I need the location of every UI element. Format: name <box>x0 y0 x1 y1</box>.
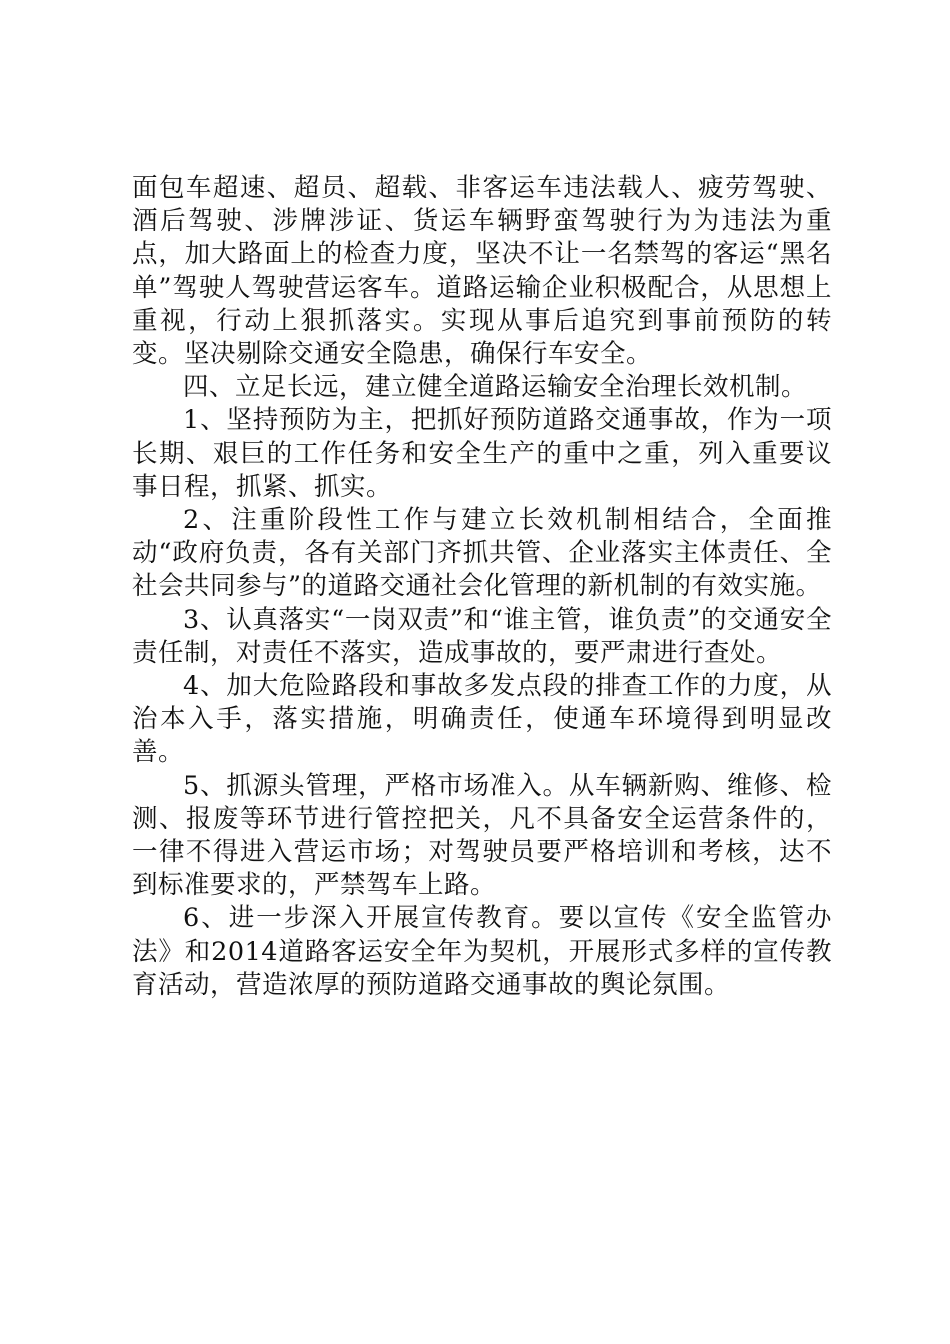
paragraph-item-1: 1、坚持预防为主，把抓好预防道路交通事故，作为一项长期、艰巨的工作任务和安全生产的重中之重，列入重要议事日程，抓紧、抓实。 <box>132 405 832 502</box>
paragraph-item-3: 3、认真落实“一岗双责”和“谁主管，谁负责”的交通安全责任制，对责任不落实，造成事故的，要严肃进行查处。 <box>132 604 832 668</box>
paragraph-item-6: 6、进一步深入开展宣传教育。要以宣传《安全监管办法》和2014道路客运安全年为契机，开展形式多样的宣传教育活动，营造浓厚的预防道路交通事故的舆论氛围。 <box>132 903 832 1000</box>
paragraph-item-2: 2、注重阶段性工作与建立长效机制相结合，全面推动“政府负责，各有关部门齐抓共管、企业落实主体责任、全社会共同参与”的道路交通社会化管理的新机制的有效实施。 <box>132 505 832 602</box>
paragraph-item-4: 4、加大危险路段和事故多发点段的排查工作的力度，从治本入手，落实措施，明确责任，使通车环境得到明显改善。 <box>132 671 832 768</box>
paragraph-continued: 面包车超速、超员、超载、非客运车违法载人、疲劳驾驶、酒后驾驶、涉牌涉证、货运车辆野蛮驾驶行为为违法为重点，加大路面上的检查力度，坚决不让一名禁驾的客运“黑名单”驾驶人驾驶营运客车。道路运输企业积极配合，从思想上重视，行动上狠抓落实。实现从事后追究到事前预防的转变。坚决剔除交通安全隐患，确保行车安全。 <box>132 173 832 370</box>
document-body <box>132 172 832 1002</box>
paragraph-item-5: 5、抓源头管理，严格市场准入。从车辆新购、维修、检测、报废等环节进行管控把关，凡不具备安全运营条件的，一律不得进入营运市场；对驾驶员要严格培训和考核，达不到标准要求的，严禁驾车上路。 <box>132 770 832 901</box>
section-heading-4: 四、立足长远，建立健全道路运输安全治理长效机制。 <box>183 372 808 403</box>
